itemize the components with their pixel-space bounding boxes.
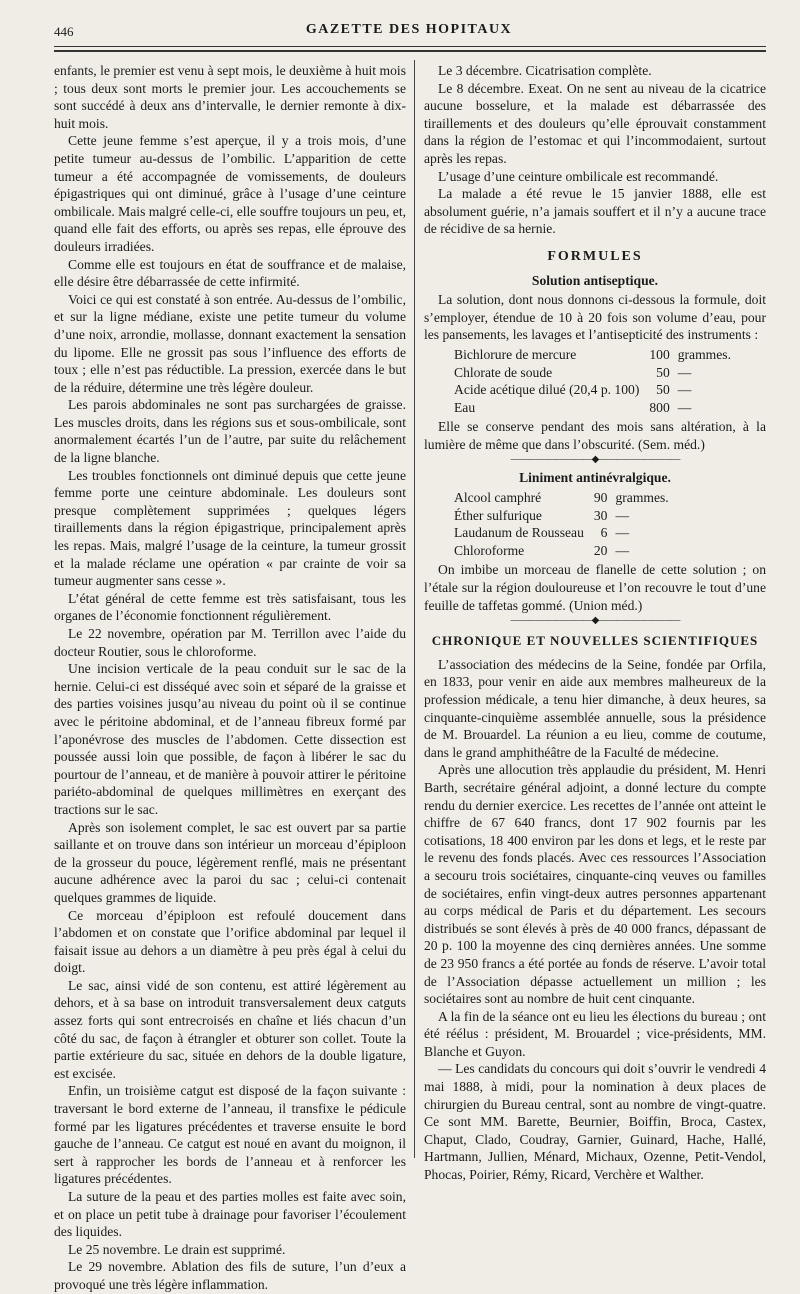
- paragraph: Le 22 novembre, opération par M. Terrillon avec l’aide du docteur Routier, sous le chloroforme.: [54, 626, 406, 659]
- ingredient-name: Alcool camphré: [454, 490, 542, 506]
- paragraph: La malade a été revue le 15 janvier 1888, elle est absolument guérie, n’a jamais souffert et il n’y a aucune trace de récidive de sa hernie.: [424, 186, 766, 237]
- ingredient-unit: —: [677, 364, 692, 380]
- paragraph: L’association des médecins de la Seine, fondée par Orfila, en 1833, pour venir en aide aux membres malheureux de la profession médicale, a tenu hier dimanche, à deux heures, sa cinquante-cinquième assemblée annuelle, sous la présidence de M. Brouardel. La réunion a eu lieu, comme de coutume, dans le grand amphithéâtre de la Faculté de médecine.: [424, 656, 766, 760]
- recipe-note: Elle se conserve pendant des mois sans altération, à la lumière de même que dans l’obscurité. (Sem. méd.): [424, 419, 766, 452]
- ingredient-unit: grammes.: [677, 346, 731, 362]
- paragraph: Comme elle est toujours en état de souffrance et de malaise, elle désire être débarrassée de cette infirmité.: [54, 256, 406, 290]
- paragraph: Une incision verticale de la peau conduit sur le sac de la hernie. Celui-ci est disséqué avec soin et séparé de la graisse et des parties voisines jusqu’au niveau du point où il se continue avec le péritoine abdominal, et de l’anneau fibreux formé par l’aponévrose des muscles de l’abdomen. Cette dissection est poussée aussi loin que possible, de façon à libérer le sac du pourtour de l’anneau, et de manière à pouvoir attirer le péritoine pariéto-abdominal de quelques millimètres en exerçant des tractions sur le sac.: [54, 661, 406, 817]
- paragraph: Le sac, ainsi vidé de son contenu, est attiré légèrement au dehors, et à sa base on introduit transversalement deux catguts assez forts qui sont entrecroisés en chaîne et liés chacun d’un côté du sac, de façon à étrangler et obturer son collet. Toute la partie extérieure du sac, située en dehors de la double ligature, est excisée.: [54, 977, 406, 1081]
- paragraph: Voici ce qui est constaté à son entrée. Au-dessus de l’ombilic, et sur la ligne médiane, existe une petite tumeur du volume d’une noix, arrondie, mollasse, donnant exactement la sensation du lipome. Elle ne grossit pas sous l’influence des efforts de toux ; elle n’est pas réductible. La pression, exercée dans le but de la réduire, détermine une très légère douleur.: [54, 291, 406, 395]
- paragraph: Le 8 décembre. Exeat. On ne sent au niveau de la cicatrice aucune bosselure, et la malade est débarrassée des tiraillements et des douleurs qu’elle éprouvait constamment dans la région de l’estomac et qui l’incommodaient, surtout après les repas.: [424, 80, 766, 166]
- recipe-table-liniment: [452, 489, 671, 559]
- recipe-note: On imbibe un morceau de flanelle de cette solution ; on l’étale sur la région douloureuse et l’on recouvre le tout d’une feuille de taffetas gommé. (Union méd.): [424, 562, 766, 613]
- paragraph: A la fin de la séance ont eu lieu les élections du bureau ; ont été réélus : président, M. Brouardel ; vice-présidents, MM. Blanche et Guyon.: [424, 1008, 766, 1059]
- recipe-row: [452, 364, 733, 382]
- recipe-row: [452, 489, 671, 507]
- ingredient-qty: 20: [593, 542, 608, 558]
- paragraph: Enfin, un troisième catgut est disposé de la façon suivante : traversant le bord externe de l’anneau, il transfixe le pédicule formé par les ligatures précédentes et traverse ensuite le bord gauche de l’anneau. Ce catgut est noué en avant du moignon, il sert à rapprocher les bords de l’anneau et à renforcer les ligatures précédentes.: [54, 1083, 406, 1187]
- paragraph: Le 25 novembre. Le drain est supprimé.: [68, 1241, 286, 1257]
- paragraph: Cette jeune femme s’est aperçue, il y a trois mois, d’une petite tumeur au-dessus de l’ombilic. L’apparition de cette tumeur a été accompagnée de vomissements, de douleurs épigastriques qui ont diminué, grâce à l’usage d’une ceinture ombilicale. Mais malgré celle-ci, elle souffre toujours un peu, et, quand elle fait des efforts, ou après ses repas, elle éprouve des douleurs irradiées.: [54, 133, 406, 254]
- recipe-title-solution: Solution antiseptique.: [531, 272, 659, 288]
- recipe-row: [452, 507, 671, 525]
- separator-ornament: ―――――――――◆―――――――――: [510, 615, 680, 627]
- page-number: 446: [54, 24, 74, 39]
- recipe-title-liniment: Liniment antinévralgique.: [519, 470, 671, 486]
- recipe-table-solution: [452, 346, 733, 416]
- recipe-row: [452, 524, 671, 542]
- ingredient-qty: 6: [600, 525, 608, 541]
- paragraph: La suture de la peau et des parties molles est faite avec soin, et on place un petit tube à drainage pour favoriser l’écoulement des liquides.: [54, 1189, 406, 1240]
- ingredient-qty: 90: [593, 490, 608, 506]
- left-column: [54, 62, 406, 1292]
- recipe-intro: La solution, dont nous donnons ci-dessous la formule, doit s’employer, étendue de 10 à 20 fois son volume d’eau, pour les pansements, les lavages et l’antisepticité des instruments :: [424, 292, 766, 343]
- paragraph: Les troubles fonctionnels ont diminué depuis que cette jeune femme porte une ceinture abdominale. Les douleurs sont presque complètement supprimées ; quelques légers tiraillements dans la région épigastrique, principalement après les repas. Mais, malgré l’usage de la ceinture, la tumeur grossit et la malade réclame une opération « par crainte de voir sa tumeur augmenter sans cesse ».: [54, 467, 406, 589]
- paragraph: Après une allocution très applaudie du président, M. Henri Barth, secrétaire général adjoint, a donné lecture du compte rendu du dernier exercice. Les recettes de l’année ont atteint le chiffre de 67 640 francs, dont 17 902 fournis par les cotisations, 18 400 environ par les dons et legs, et le reste par le revenu des fonds placés. Avec ces ressources l’Association a secouru trois sociétaires, cinquante-cinq veuves ou familles de sociétaires, enfin vingt-deux autres personnes appartenant au corps médical de Paris et du département. Les secours distribués se sont élevés à près de 40 000 francs, dépassant de 20 p. 100 la moyenne des cinq dernières années. Une somme de 23 950 francs a été portée au fonds de réserve. L’avoir total de l’Association dépasse actuellement un million ; les sociétaires sont au nombre de huit cent cinquante.: [424, 762, 766, 1007]
- right-column: [424, 62, 766, 1183]
- ingredient-unit: —: [677, 399, 692, 415]
- ingredient-unit: —: [615, 542, 630, 558]
- ingredient-unit: —: [677, 382, 692, 398]
- ingredient-qty: 50: [656, 364, 670, 380]
- ingredient-name: Chloroforme: [454, 542, 525, 558]
- recipe-row: [452, 381, 733, 399]
- ingredient-qty: 800: [649, 399, 670, 415]
- ingredient-unit: —: [615, 507, 630, 523]
- section-title-formules: FORMULES: [547, 248, 643, 264]
- ingredient-name: Bichlorure de mercure: [454, 346, 577, 362]
- ingredient-qty: 50: [656, 382, 670, 398]
- journal-title: GAZETTE DES HOPITAUX: [305, 22, 513, 37]
- paragraph: — Les candidats du concours qui doit s’ouvrir le vendredi 4 mai 1888, à midi, pour la nomination à deux places de chirurgien du Bureau central, sont au nombre de vingt-quatre. Ce sont MM. Barette, Beurnier, Boiffin, Broca, Castex, Chaput, Clado, Coudray, Garnier, Guinard, Hache, Hallé, Hartmann, Jullien, Ménard, Michaux, Ozenne, Petit-Vendol, Phocas, Poirier, Rémy, Ricard, Verchère et Walther.: [424, 1061, 766, 1183]
- paragraph: enfants, le premier est venu à sept mois, le deuxième à huit mois ; tous deux sont morts le premier jour. Les accouchements se sont succédé à deux ans d’intervalle, le dernier remonte à dix-huit mois.: [54, 63, 406, 131]
- paragraph: Après son isolement complet, le sac est ouvert par sa partie saillante et on trouve dans son intérieur un morceau d’épiploon de la grosseur du pouce, légèrement renflé, mais ne présentant aucune adhérence avec la paroi du sac ; celui-ci contenait quelques grammes de liquide.: [54, 819, 406, 905]
- paragraph: Les parois abdominales ne sont pas surchargées de graisse. Les muscles droits, dans les régions sus et sous-ombilicale, sont anormalement écartés l’un de l’autre, par suite du relâchement de la ligne blanche.: [54, 397, 406, 466]
- recipe-row: [452, 399, 733, 417]
- header-rule-thick: [54, 50, 766, 52]
- section-title-chronique: CHRONIQUE ET NOUVELLES SCIENTIFIQUES: [431, 633, 759, 649]
- ingredient-name: Chlorate de soude: [454, 364, 553, 380]
- column-separator: [414, 60, 415, 1158]
- page-header: [54, 22, 764, 46]
- recipe-row: [452, 346, 733, 364]
- paragraph: L’usage d’une ceinture ombilicale est recommandé.: [438, 168, 719, 184]
- ingredient-unit: grammes.: [615, 490, 669, 506]
- ingredient-name: Laudanum de Rousseau: [454, 525, 584, 541]
- ingredient-name: Acide acétique dilué (20,4 p. 100): [454, 382, 640, 398]
- recipe-row: [452, 542, 671, 560]
- paragraph: Le 29 novembre. Ablation des fils de suture, l’un d’eux a provoqué une très légère inflammation.: [54, 1259, 406, 1292]
- ingredient-qty: 100: [649, 346, 670, 362]
- paragraph: Ce morceau d’épiploon est refoulé doucement dans l’abdomen et on constate que l’orifice abdominal par lequel il faisait issue au dehors a un diamètre à peu près égal à celui du doigt.: [54, 907, 406, 976]
- separator-ornament: ―――――――――◆―――――――――: [510, 454, 680, 466]
- header-rule: [54, 46, 766, 47]
- ingredient-unit: —: [615, 525, 630, 541]
- ingredient-qty: 30: [593, 507, 608, 523]
- paragraph: Le 3 décembre. Cicatrisation complète.: [438, 63, 652, 78]
- ingredient-name: Éther sulfurique: [454, 507, 542, 523]
- ingredient-name: Eau: [454, 399, 476, 415]
- paragraph: L’état général de cette femme est très satisfaisant, tous les organes de l’économie fonctionnent régulièrement.: [54, 590, 406, 624]
